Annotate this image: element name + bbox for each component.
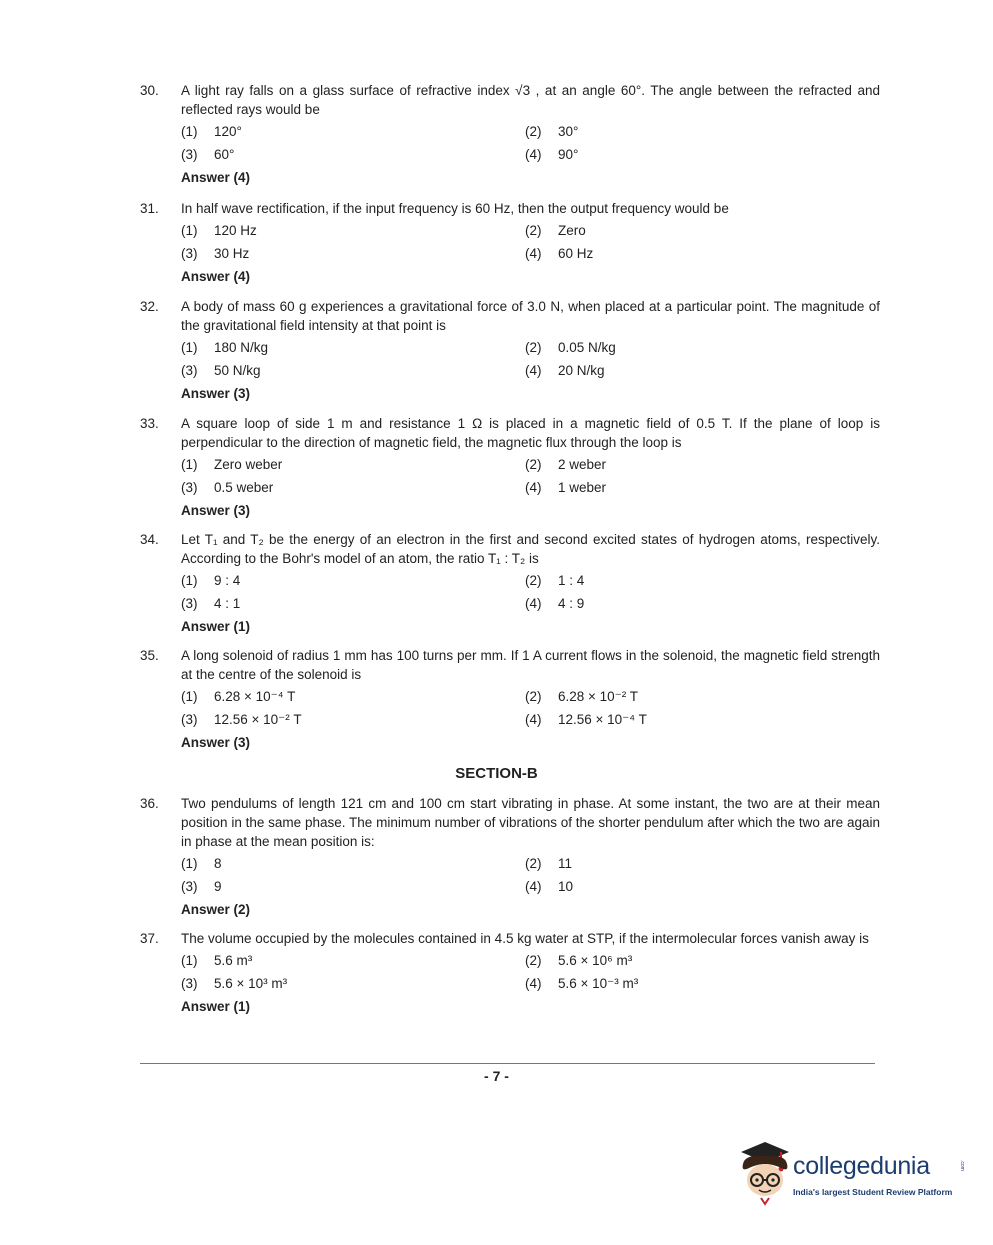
option-value: 4 : 9 (558, 596, 585, 611)
option-value: 50 N/kg (214, 363, 261, 378)
option-value: 12.56 × 10⁻⁴ T (558, 712, 647, 727)
question-35 (140, 646, 880, 752)
option-3 (181, 594, 525, 613)
option-number: (4) (525, 480, 542, 495)
question-number: 35. (140, 648, 159, 663)
option-value: 0.05 N/kg (558, 340, 616, 355)
option-1 (181, 122, 525, 141)
option-number: (3) (181, 363, 198, 378)
option-value: 5.6 × 10⁻³ m³ (558, 976, 639, 991)
option-1 (181, 338, 525, 357)
options-grid (181, 571, 880, 613)
options-grid (181, 455, 880, 497)
option-2 (525, 571, 825, 590)
option-number: (2) (525, 573, 542, 588)
option-value: 9 (214, 879, 222, 894)
answer-label: Answer (4) (181, 170, 251, 185)
collegedunia-logo (735, 1138, 965, 1208)
option-value: 1 weber (558, 480, 607, 495)
option-value: 5.6 m³ (214, 953, 253, 968)
mascot-icon (735, 1138, 795, 1208)
option-number: (1) (181, 124, 198, 139)
option-value: 60 Hz (558, 246, 594, 261)
option-4 (525, 877, 825, 896)
question-31 (140, 199, 880, 286)
option-number: (3) (181, 246, 198, 261)
logo-suffix: .com (959, 1160, 965, 1171)
question-number: 30. (140, 83, 159, 98)
option-4 (525, 710, 825, 729)
option-value: 11 (558, 856, 573, 871)
option-value: 6.28 × 10⁻² T (558, 689, 639, 704)
question-text: The volume occupied by the molecules contained in 4.5 kg water at STP, if the intermolecular forces vanish away is (181, 931, 869, 946)
answer-label: Answer (2) (181, 902, 251, 917)
option-value: 30 Hz (214, 246, 250, 261)
option-number: (4) (525, 596, 542, 611)
option-number: (4) (525, 976, 542, 991)
option-2 (525, 338, 825, 357)
option-number: (3) (181, 147, 198, 162)
option-3 (181, 145, 525, 164)
option-value: 5.6 × 10⁶ m³ (558, 953, 633, 968)
option-number: (4) (525, 879, 542, 894)
option-value: 1 : 4 (558, 573, 585, 588)
answer-label: Answer (1) (181, 999, 251, 1014)
option-2 (525, 221, 825, 240)
option-2 (525, 951, 825, 970)
options-grid (181, 338, 880, 380)
question-number: 37. (140, 931, 159, 946)
options-grid (181, 221, 880, 263)
option-value: Zero weber (214, 457, 283, 472)
option-number: (1) (181, 856, 198, 871)
option-1 (181, 854, 525, 873)
option-number: (1) (181, 223, 198, 238)
question-36 (140, 794, 880, 919)
question-number: 33. (140, 416, 159, 431)
option-number: (3) (181, 480, 198, 495)
answer-label: Answer (1) (181, 619, 251, 634)
option-number: (2) (525, 457, 542, 472)
option-number: (1) (181, 457, 198, 472)
option-value: 9 : 4 (214, 573, 241, 588)
question-number: 31. (140, 201, 159, 216)
option-2 (525, 122, 825, 141)
logo-wordmark: collegedunia (793, 1152, 930, 1180)
option-value: 10 (558, 879, 574, 894)
question-number: 36. (140, 796, 159, 811)
question-text: A long solenoid of radius 1 mm has 100 turns per mm. If 1 A current flows in the solenoid, the magnetic field strength at the centre of the solenoid is (181, 648, 880, 682)
option-number: (3) (181, 976, 198, 991)
option-number: (3) (181, 712, 198, 727)
option-number: (3) (181, 879, 198, 894)
option-3 (181, 478, 525, 497)
option-3 (181, 877, 525, 896)
option-1 (181, 571, 525, 590)
question-number: 34. (140, 532, 159, 547)
option-number: (2) (525, 223, 542, 238)
option-value: 30° (558, 124, 579, 139)
option-number: (1) (181, 953, 198, 968)
option-3 (181, 974, 525, 993)
option-number: (1) (181, 573, 198, 588)
option-3 (181, 244, 525, 263)
option-1 (181, 455, 525, 474)
option-4 (525, 361, 825, 380)
option-1 (181, 951, 525, 970)
option-number: (4) (525, 246, 542, 261)
option-number: (1) (181, 689, 198, 704)
answer-label: Answer (3) (181, 386, 251, 401)
option-value: 2 weber (558, 457, 607, 472)
option-number: (1) (181, 340, 198, 355)
option-number: (2) (525, 124, 542, 139)
option-value: 0.5 weber (214, 480, 274, 495)
question-30 (140, 81, 880, 187)
section-title: SECTION-B (455, 765, 538, 782)
answer-label: Answer (3) (181, 503, 251, 518)
option-number: (2) (525, 340, 542, 355)
question-text: A body of mass 60 g experiences a gravitational force of 3.0 N, when placed at a particular point. The magnitude of the gravitational field intensity at that point is (181, 299, 880, 333)
option-value: 4 : 1 (214, 596, 241, 611)
option-value: 120° (214, 124, 242, 139)
option-value: 6.28 × 10⁻⁴ T (214, 689, 296, 704)
question-text: A light ray falls on a glass surface of refractive index √3 , at an angle 60°. The angle between the refracted and reflected rays would be (181, 83, 880, 117)
option-3 (181, 710, 525, 729)
option-value: 8 (214, 856, 222, 871)
option-4 (525, 974, 825, 993)
footer-divider (140, 1063, 875, 1064)
page-number: - 7 - (484, 1068, 509, 1084)
answer-label: Answer (4) (181, 269, 251, 284)
option-3 (181, 361, 525, 380)
option-number: (3) (181, 596, 198, 611)
option-1 (181, 221, 525, 240)
answer-label: Answer (3) (181, 735, 251, 750)
option-1 (181, 687, 525, 706)
question-text: Let T₁ and T₂ be the energy of an electron in the first and second excited states of hydrogen atoms, respectively. According to the Bohr's model of an atom, the ratio T₁ : T₂ is (181, 532, 880, 566)
option-value: 20 N/kg (558, 363, 605, 378)
option-value: 90° (558, 147, 579, 162)
option-value: 180 N/kg (214, 340, 269, 355)
option-4 (525, 594, 825, 613)
option-value: 5.6 × 10³ m³ (214, 976, 288, 991)
option-number: (4) (525, 363, 542, 378)
option-value: 12.56 × 10⁻² T (214, 712, 302, 727)
option-2 (525, 687, 825, 706)
question-number: 32. (140, 299, 159, 314)
question-34 (140, 530, 880, 636)
option-4 (525, 244, 825, 263)
option-number: (4) (525, 147, 542, 162)
options-grid (181, 951, 880, 993)
question-33 (140, 414, 880, 520)
options-grid (181, 854, 880, 896)
option-2 (525, 854, 825, 873)
option-value: 60° (214, 147, 235, 162)
question-text: A square loop of side 1 m and resistance 1 Ω is placed in a magnetic field of 0.5 T. If the plane of loop is perpendicular to the direction of magnetic field, the magnetic flux through the loop is (181, 416, 880, 450)
question-text: In half wave rectification, if the input frequency is 60 Hz, then the output frequency would be (181, 201, 729, 216)
option-value: 120 Hz (214, 223, 257, 238)
option-number: (4) (525, 712, 542, 727)
option-number: (2) (525, 856, 542, 871)
option-number: (2) (525, 689, 542, 704)
option-number: (2) (525, 953, 542, 968)
option-4 (525, 145, 825, 164)
logo-tagline: India's largest Student Review Platform (793, 1187, 953, 1197)
option-4 (525, 478, 825, 497)
question-32 (140, 297, 880, 403)
question-text: Two pendulums of length 121 cm and 100 cm start vibrating in phase. At some instant, the two are at their mean position in the same phase. The minimum number of vibrations of the shorter pendulum after which the two are again in phase at the mean position is: (181, 796, 880, 849)
question-37 (140, 929, 880, 1016)
option-value: Zero (558, 223, 586, 238)
options-grid (181, 122, 880, 164)
options-grid (181, 687, 880, 729)
option-2 (525, 455, 825, 474)
